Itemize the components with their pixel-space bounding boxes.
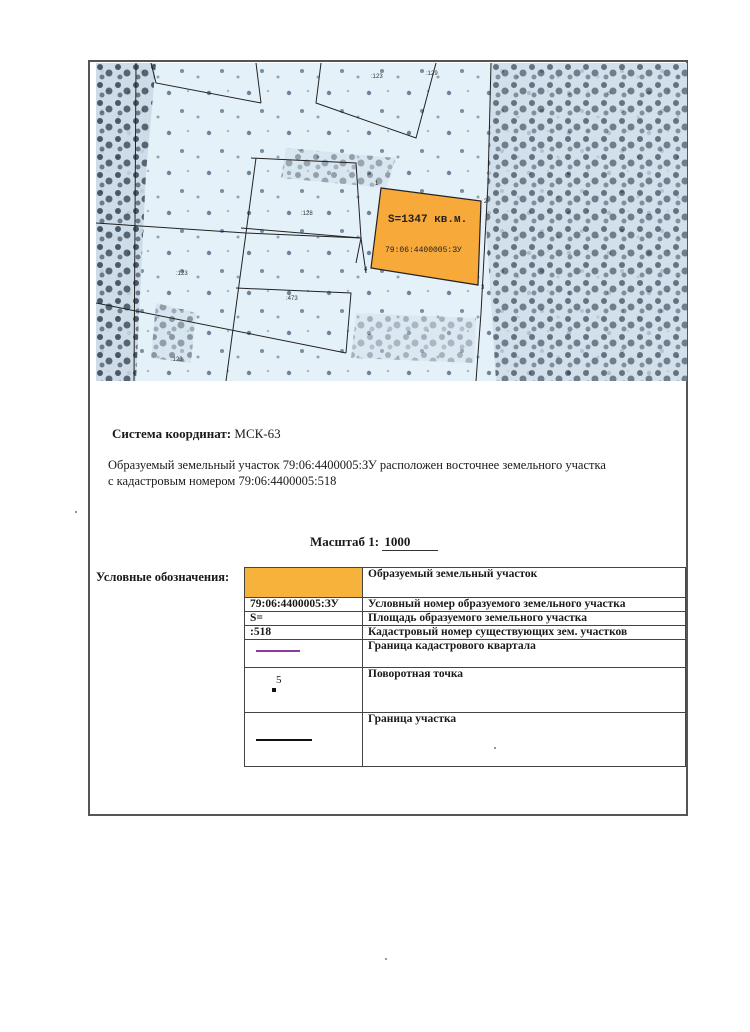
parcel-label: :129: [426, 71, 438, 77]
coordinate-system: [112, 426, 281, 442]
description-line: с кадастровым номером 79:06:4400005:518: [108, 474, 337, 488]
legend-row: [245, 612, 686, 626]
parcel-label: :123: [371, 74, 383, 80]
cadastral-map: [96, 63, 687, 381]
legend-symbol-cell: [245, 640, 363, 668]
turning-point-number: 5: [276, 674, 282, 686]
coordinate-system-label: Система координат:: [112, 426, 232, 441]
legend-description: Граница участка: [363, 713, 686, 767]
legend-symbol: 79:06:4400005:ЗУ: [245, 598, 363, 612]
turning-point-icon: [272, 688, 276, 692]
plot-area-label: S=1347 кв.м.: [388, 214, 468, 226]
new-plot-shape: [371, 188, 481, 285]
legend-symbol-cell: [245, 713, 363, 767]
scan-speck: [494, 747, 496, 749]
parcel-label: :123: [171, 357, 183, 363]
legend-description: Граница кадастрового квартала: [363, 640, 686, 668]
point-number: 2: [484, 199, 488, 205]
legend-row: [245, 598, 686, 612]
parcel-label: :128: [301, 211, 313, 217]
scan-speck: [75, 511, 77, 513]
map-scale: [310, 534, 438, 551]
scale-label: Масштаб 1:: [310, 534, 380, 549]
plot-description: [108, 457, 668, 489]
map-svg: [96, 63, 687, 381]
scale-value: 1000: [382, 534, 438, 551]
point-number: 1: [375, 181, 379, 187]
coordinate-system-value: МСК-63: [234, 426, 281, 441]
plot-number-label: 79:06:4400005:ЗУ: [385, 246, 462, 255]
legend-description: Образуемый земельный участок: [363, 568, 686, 598]
legend-symbol: :518: [245, 626, 363, 640]
description-line: Образуемый земельный участок 79:06:4400005:ЗУ расположен восточнее земельного участка: [108, 458, 606, 472]
legend-table: [244, 567, 686, 767]
legend-row: [245, 713, 686, 767]
point-number: 4: [364, 267, 368, 273]
point-number: 3: [481, 285, 485, 291]
legend-symbol-cell: [245, 668, 363, 713]
parcel-label: :473: [286, 296, 298, 302]
legend-title: Условные обозначения:: [96, 570, 230, 584]
legend-description: Площадь образуемого земельного участка: [363, 612, 686, 626]
plot-boundary-line: [256, 739, 312, 741]
plot-swatch: [245, 568, 363, 598]
legend-description: Кадастровый номер существующих зем. участков: [363, 626, 686, 640]
legend-description: Условный номер образуемого земельного участка: [363, 598, 686, 612]
turning-point-sample: [250, 668, 357, 712]
legend-row: [245, 568, 686, 598]
legend-row: [245, 668, 686, 713]
legend-symbol: S=: [245, 612, 363, 626]
legend-row: [245, 640, 686, 668]
legend-description: Поворотная точка: [363, 668, 686, 713]
legend-row: [245, 626, 686, 640]
scan-speck: [385, 958, 387, 960]
quarter-boundary-line: [256, 650, 300, 652]
parcel-label: :123: [176, 271, 188, 277]
